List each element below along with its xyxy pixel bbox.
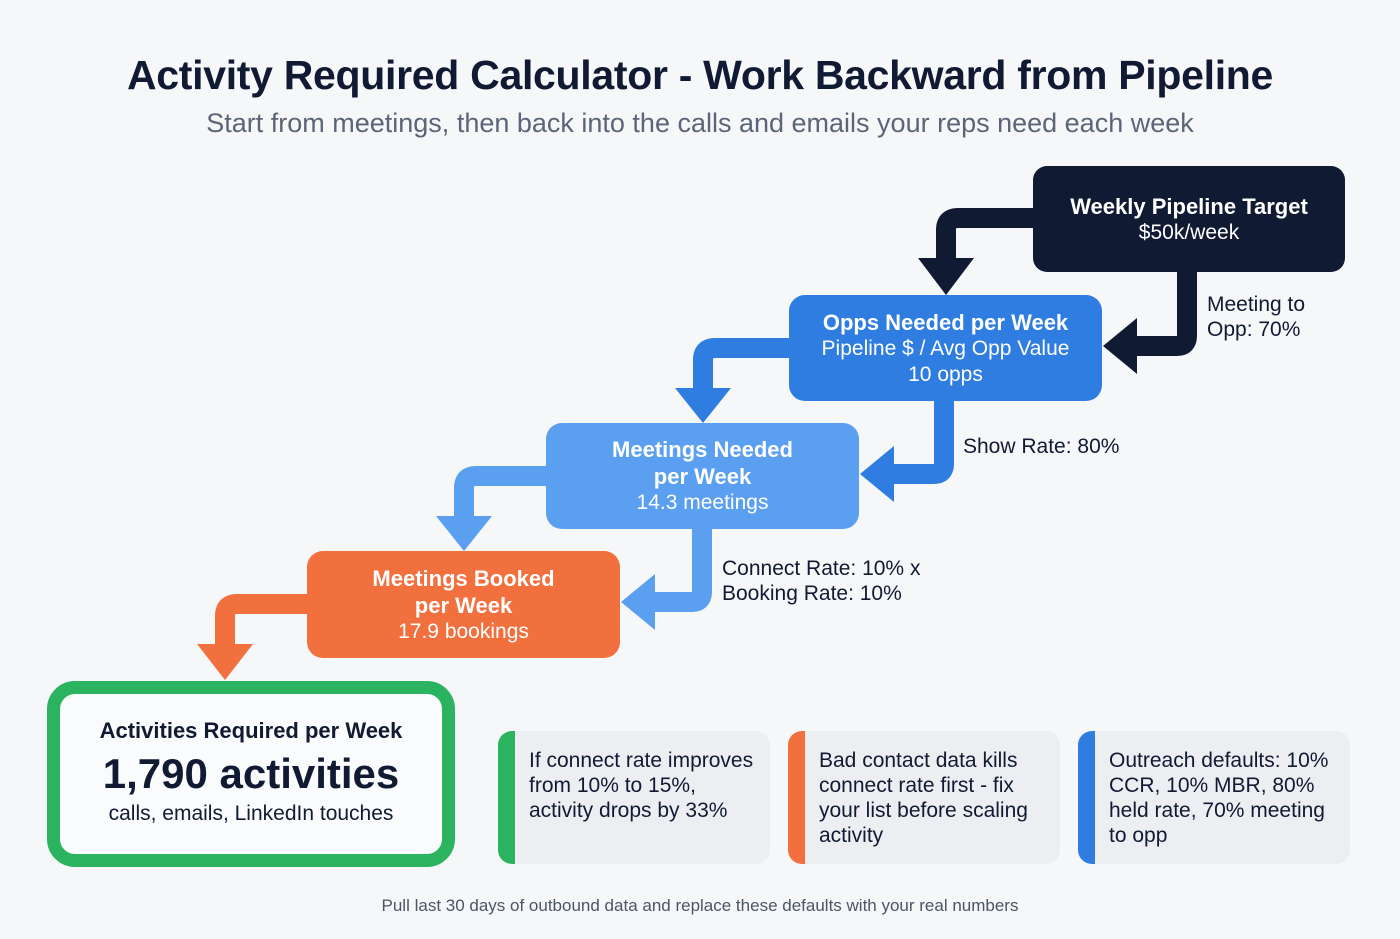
rate-line: Meeting to bbox=[1207, 293, 1306, 316]
arrowhead-down-icon bbox=[436, 516, 492, 551]
opps-needed-box bbox=[789, 295, 1102, 401]
note-text: If connect rate improves from 10% to 15%, activity drops by 33% bbox=[529, 749, 754, 822]
show-rate-label: Show Rate: 80% bbox=[963, 435, 1120, 458]
box-title: Opps Needed per Week bbox=[822, 309, 1069, 335]
page-title: Activity Required Calculator - Work Backward from Pipeline bbox=[126, 52, 1274, 98]
box-value: 14.3 meetings bbox=[636, 491, 769, 514]
accent-bar bbox=[788, 731, 805, 864]
meeting-to-opp-rate-label bbox=[1207, 292, 1305, 342]
result-subtitle: calls, emails, LinkedIn touches bbox=[108, 802, 394, 825]
note-text: Outreach defaults: 10% CCR, 10% MBR, 80% held rate, 70% meeting to opp bbox=[1109, 749, 1329, 847]
accent-bar bbox=[498, 731, 515, 864]
note-card-connect-rate bbox=[498, 731, 770, 864]
arrowhead-left-icon bbox=[860, 446, 894, 502]
box-title: Weekly Pipeline Target bbox=[1070, 193, 1308, 219]
note-card-outreach-defaults bbox=[1078, 731, 1350, 864]
result-value: 1,790 activities bbox=[102, 750, 400, 797]
arrowhead-down-icon bbox=[918, 258, 974, 295]
activities-required-result bbox=[47, 681, 455, 867]
box-value: 10 opps bbox=[908, 362, 983, 386]
box-value: 17.9 bookings bbox=[398, 619, 529, 643]
arrow-target-to-opps-icon bbox=[946, 218, 1035, 262]
page-subtitle: Start from meetings, then back into the calls and emails your reps need each week bbox=[206, 108, 1194, 138]
rate-line: Connect Rate: 10% x bbox=[722, 557, 921, 580]
arrowhead-down-icon bbox=[197, 644, 253, 680]
box-value: $50k/week bbox=[1138, 220, 1240, 244]
rate-line: Opp: 70% bbox=[1207, 318, 1301, 341]
accent-bar bbox=[1078, 731, 1095, 864]
rate-line: Booking Rate: 10% bbox=[722, 582, 902, 605]
meetings-needed-box bbox=[546, 423, 859, 529]
result-title: Activities Required per Week bbox=[99, 718, 403, 743]
box-title-line1: Meetings Booked bbox=[372, 565, 555, 591]
meetings-booked-box bbox=[307, 551, 620, 658]
box-formula: Pipeline $ / Avg Opp Value bbox=[821, 336, 1070, 360]
footer-note: Pull last 30 days of outbound data and replace these defaults with your real numbers bbox=[381, 896, 1019, 915]
arrowhead-left-icon bbox=[1103, 318, 1137, 374]
arrowhead-down-icon bbox=[675, 388, 731, 423]
box-title-line2: per Week bbox=[653, 464, 752, 489]
connect-booking-rate-label bbox=[722, 556, 920, 606]
box-title-line2: per Week bbox=[414, 592, 513, 618]
note-card-contact-data bbox=[788, 731, 1060, 864]
arrowhead-left-icon bbox=[621, 574, 655, 630]
note-text: Bad contact data kills connect rate first - fix your list before scaling activity bbox=[819, 749, 1028, 847]
weekly-pipeline-target-box bbox=[1033, 166, 1345, 272]
box-title-line1: Meetings Needed bbox=[612, 437, 793, 462]
